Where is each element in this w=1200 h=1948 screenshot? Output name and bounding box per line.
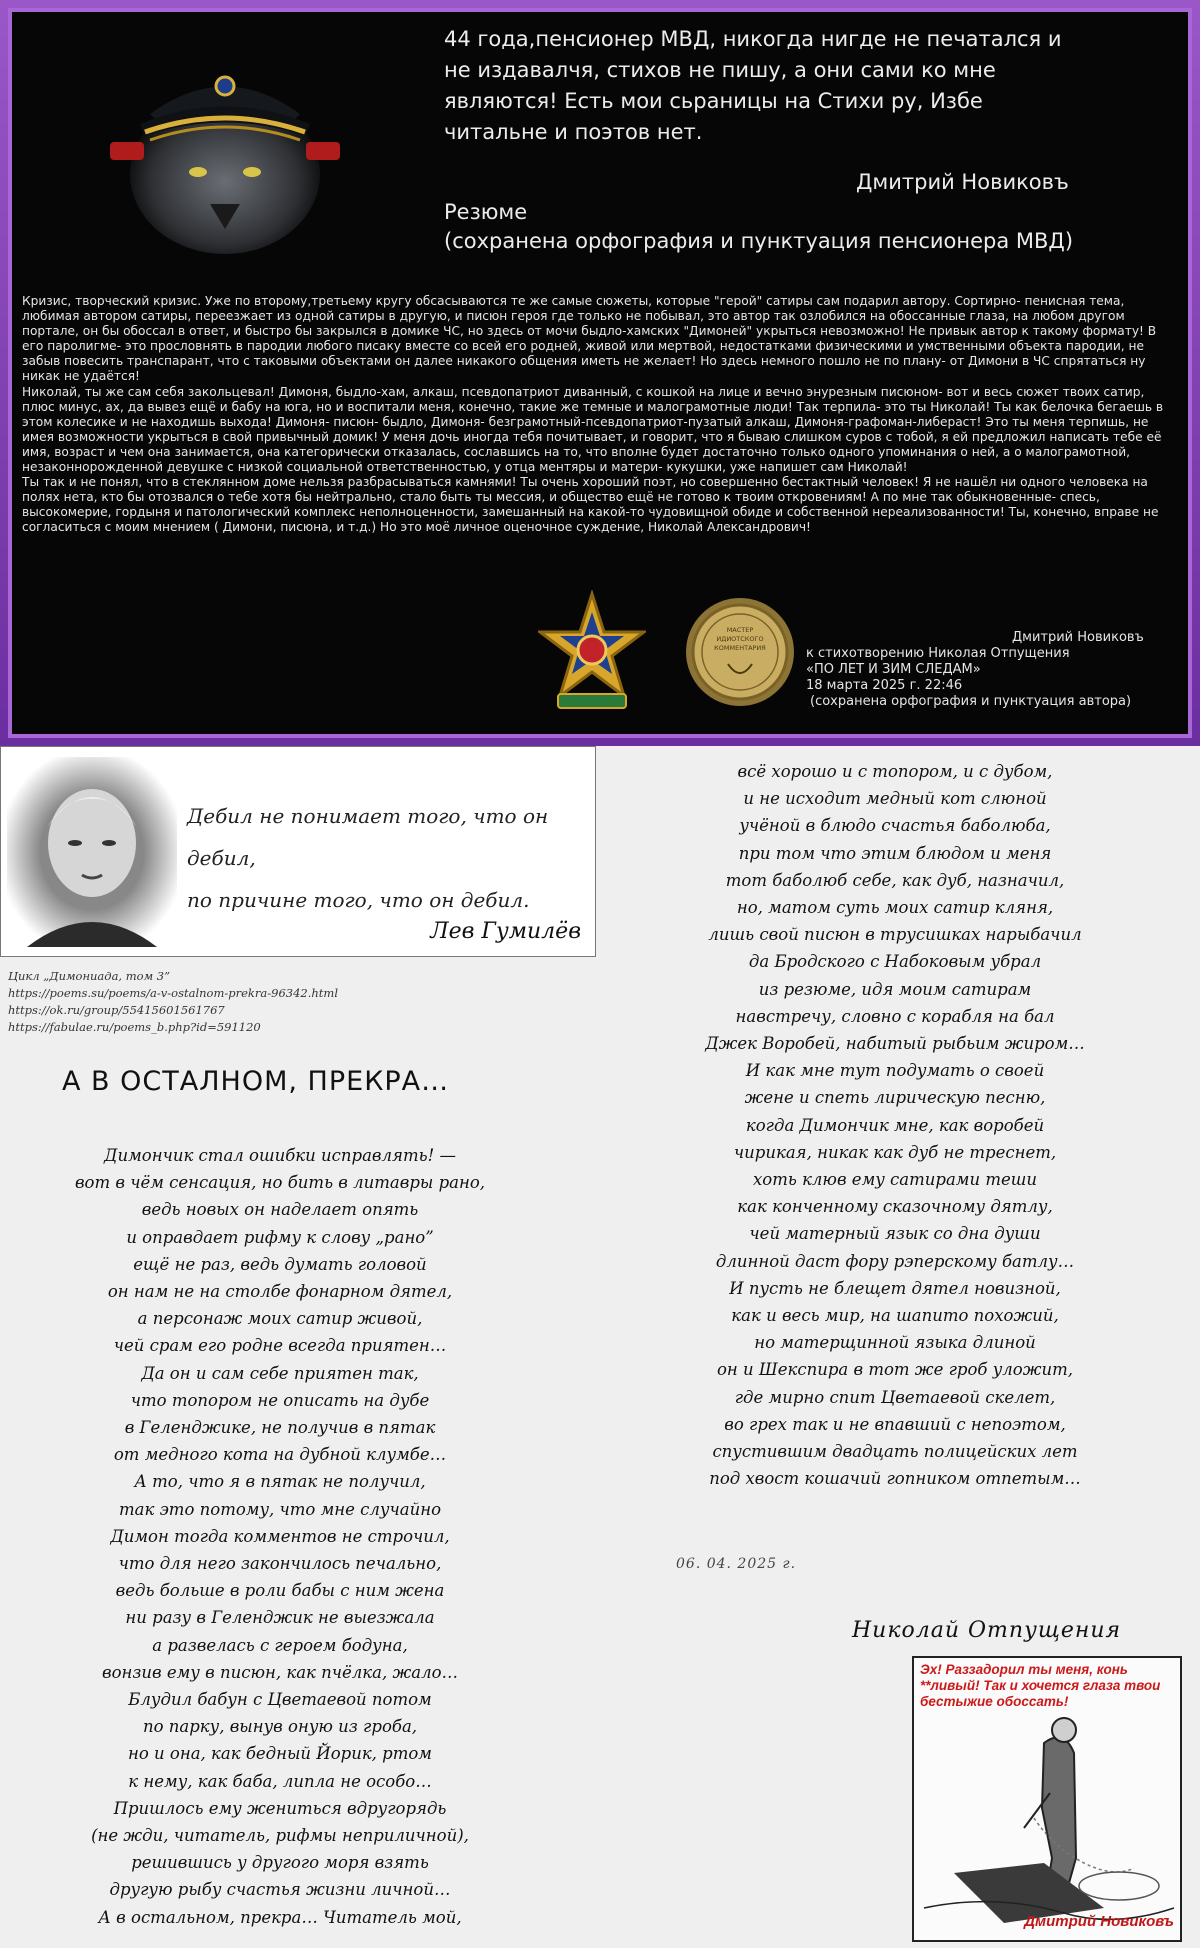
cartoon-signature: Дмитрий Новиковъ [1024,1913,1174,1930]
star-badge-icon [538,590,646,720]
poem-line: другую рыбу счастья жизни личной… [109,1880,451,1900]
review-text [22,294,1172,536]
poem-line: из резюме, идя моим сатирам [758,979,1032,999]
poem-line: а персонаж моих сатир живой, [137,1309,423,1329]
quote-line: Дебил не понимает того, что он дебил, [187,804,549,870]
poem-line: вонзив ему в писюн, как пчёлка, жало… [101,1662,459,1682]
poem-line: а развелась с героем бодуна, [152,1635,408,1655]
cartoon-image [912,1656,1182,1942]
source-link[interactable]: https://fabulae.ru/poems_b.php?id=591120 [8,1020,261,1034]
signature-line: «ПО ЛЕТ И ЗИМ СЛЕДАМ» [806,662,981,677]
poem-line: длинной даст фору рэперскому батлу… [715,1251,1075,1271]
poem-column-right [610,758,1180,1492]
poem-line: но матерщинной языка длиной [754,1333,1036,1353]
svg-text:КОММЕНТАРИЯ: КОММЕНТАРИЯ [714,644,766,652]
poem-line: Да он и сам себе приятен так, [141,1363,419,1383]
poem-line: так это потому, что мне случайно [118,1499,442,1519]
cycle-label: Цикл „Димониада, том 3” [8,969,170,983]
poem-line: да Бродского с Набоковым убрал [748,952,1042,972]
poem-line: А то, что я в пятак не получил, [134,1472,426,1492]
poem-line: Блудил бабун с Цветаевой потом [128,1690,432,1710]
poem-line: ещё не раз, ведь думать головой [133,1254,427,1274]
medal-icon [684,594,796,710]
review-signature [806,630,1176,710]
review-paragraph: Ты так и не понял, что в стеклянном доме нельзя разбрасываться камнями! Ты очень хороший поэт, но совершенно бестактный человек! Я не нашёл ни одного человека на полях нета, кто бы отозвался о тебе хотя бы нейтрально, стало быть ты мессия, и общество ещё не готово к твоим откровениям! А по мне так обыкновенные- спесь, высокомерие, гордыня и патологический комплекс неполноценности, замешанный на какой-то чудовищной обиде и собственной нереализованности! Ты, конечно, вправе не согласиться с моим мнением ( Димони, писюна, и т.д.) Но это моё личное оценочное суждение, Николай Александрович! [22,475,1159,535]
poem-line: при том что этим блюдом и меня [738,843,1052,863]
poem-title: А В ОСТАЛНОМ, ПРЕКРА… [62,1066,450,1097]
poem-line: во грех так и не впавший с непоэтом, [724,1414,1066,1434]
poem-line: А в остальном, прекра… Читатель мой, [98,1907,462,1927]
poem-line: чей матерный язык со дна души [749,1224,1041,1244]
quote-author: Лев Гумилёв [430,919,581,944]
poem-line: Пришлось ему жениться вдругорядь [113,1798,447,1818]
resume-note: (сохранена орфография и пунктуация пенсионера МВД) [444,229,1074,253]
poem-line: И пусть не блещет дятел новизной, [729,1278,1061,1298]
poem-line: он и Шекспира в тот же гроб уложит, [716,1360,1074,1380]
portrait-image [7,757,177,947]
quote-card [0,746,596,957]
poem-line: в Геленджике, не получив в пятак [124,1418,436,1438]
poem-line: Димончик стал ошибки исправлять! — [104,1146,456,1165]
poem-line: Димон тогда комментов не строчил, [110,1526,450,1546]
intro-author: Дмитрий Новиковъ [856,170,1069,194]
poem-line: под хвост кошачий гопником отпетым… [709,1469,1081,1489]
poem-line: жене и спеть лирическую песню, [744,1088,1046,1108]
quote-text [187,795,587,921]
intro-text: 44 года,пенсионер МВД, никогда нигде не печатался и не издавалчя, стихов не пишу, а они сами ко мне являются! Есть мои сьраницы на Стихи ру, Избе читальне и поэтов нет. [444,27,1062,144]
poem-column-left [30,1142,530,1931]
poem-line: что топором не описать на дубе [130,1390,430,1410]
poem-line: Джек Воробей, набитый рыбьим жиром… [705,1034,1085,1054]
poem-line: к нему, как баба, липла не особо… [128,1771,432,1791]
poem-line: ведь больше в роли бабы с ним жена [115,1581,445,1601]
poem-line: он нам не на столбе фонарном дятел, [107,1282,453,1302]
signature-line: (сохранена орфография и пунктуация автора) [810,694,1132,709]
poem-line: ведь новых он наделает опять [141,1200,419,1220]
poem-line: навстречу, словно с корабля на бал [735,1006,1055,1026]
source-link[interactable]: https://ok.ru/group/55415601561767 [8,1003,225,1017]
svg-text:МАСТЕР: МАСТЕР [726,626,754,634]
poem-line: что для него закончилось печально, [118,1554,442,1574]
poem-line: но, матом суть моих сатир кляня, [736,898,1054,918]
poem-line: как конченному сказочному дятлу, [737,1197,1053,1217]
signature-date: 18 марта 2025 г. 22:46 [806,678,963,693]
poem-meta [8,968,338,1036]
source-link[interactable]: https://poems.su/poems/a-v-ostalnom-prekra-96342.html [8,986,338,1000]
review-paragraph: Николай, ты же сам себя закольцевал! Димоня, быдло-хам, алкаш, псевдопатриот диванный, с кошкой на лице и вечно энурезным писюном- вот и весь сюжет твоих сатир, плюс минус, ах, да вывез ещё и бабу на юга, но и воспитали меня, конечно, такие же темные и малограмотные люди! Так терпила- это ты Николай! Ты как белочка бегаешь в этом колесике и не находишь выхода! Димоня- писюн- быдло, Димоня- безграмотный-псевдопатриот-пузатый алкаш, Димоня-графоман-либераст! Это ты меня терпишь, не имея возможности укрыться в свой привычный домик! У меня дочь иногда тебя почитывает, и говорит, что я бываю слишком суров с тобой, я ей предложил написать тебе её имя, возраст и чем она занимается, она категорически отказалась, сославшись на то, что вполне будет достаточно только одного упоминания о ней, а о малограмотной, незаконнорожденной девушке с низкой социальной ответственностью, у отца ментяры и матери- кукушки, уже напишет сам Николай! [22,384,1164,475]
signature-name: Дмитрий Новиковъ [1012,630,1144,645]
signature-line: к стихотворению Николая Отпущения [806,646,1070,661]
poem-line: решившись у другого моря взять [131,1853,429,1873]
poem-line: и оправдает рифму к слову „рано” [126,1227,434,1247]
poem-line: всё хорошо и с топором, и с дубом, [737,762,1053,781]
poem-line: как и весь мир, на шапито похожий, [731,1306,1059,1326]
poem-line: спустившим двадцать полицейских лет [712,1442,1078,1462]
svg-text:ИДИОТСКОГО: ИДИОТСКОГО [716,635,764,643]
poem-line: хоть клюв ему сатирами теши [752,1170,1038,1190]
poem-line: по парку, вынув оную из гроба, [142,1717,418,1737]
poem-line: и не исходит медный кот слюной [743,789,1047,809]
poem-line: (не жди, читатель, рифмы неприличной), [91,1826,469,1846]
poem-line: где мирно спит Цветаевой скелет, [734,1387,1056,1407]
poem-line: вот в чём сенсация, но бить в литавры рано, [74,1173,486,1193]
poem-line: ни разу в Геленджик не выезжала [125,1608,435,1628]
review-paragraph: Кризис, творческий кризис. Уже по второму,третьему кругу обсасываются те же самые сюжеты, которые "герой" сатиры сам подарил автору. Сортирно- пенисная тема, любимая автором сатиры, переезжает из одной сатиры в другую, и писюн героя где только не побывал, это автор так озлобился на обоссанные глаза, на любом другом портале, он бы обоссал в ответ, и быстро бы закрылся в домике ЧС, но здесь от мочи быдло-хамских "Димоней" укрыться невозможно! Не привык автор к такому формату! В его паролигме- это прословнять в пародии любого писаку вместе со всей его родней, живой или мертвой, недостатками физическими и умственными объекта пародии, не забыв повесить транспарант, что с таковыми объектами он далее никакого общения иметь не желает! Но здесь немного пошло не по плану- от Димони в ЧС спрятаться ну никак не удаётся! [22,294,1157,384]
resume-title: Резюме [444,200,528,224]
poem-line: когда Димончик мне, как воробей [745,1115,1045,1135]
poet-name: Николай Отпущения [852,1618,1122,1643]
poem-line: тот баболюб себе, как дуб, назначил, [725,870,1065,890]
poem-line: но и она, как бедный Йорик, ртом [128,1744,432,1764]
poem-line: учёной в блюдо счастья баболюба, [739,816,1051,836]
poem-line: лишь свой писюн в трусишках нарыбачил [708,925,1082,945]
poem-line: чей срам его родне всегда приятен… [113,1336,447,1356]
wolf-in-police-cap-image [110,54,340,254]
poem-line: И как мне тут подумать о своей [745,1061,1045,1081]
poem-line: от медного кота на дубной клумбе… [113,1445,447,1465]
cartoon-caption: Эх! Раззадорил ты меня, конь **ливый! Так и хочется глаза твои бестыжие обоссать! [920,1662,1161,1709]
quote-line: по причине того, что он дебил. [187,888,530,912]
poem-line: чирикая, никак как дуб не треснет, [733,1142,1057,1162]
poem-date: 06. 04. 2025 г. [676,1556,797,1572]
review-banner [0,0,1200,746]
